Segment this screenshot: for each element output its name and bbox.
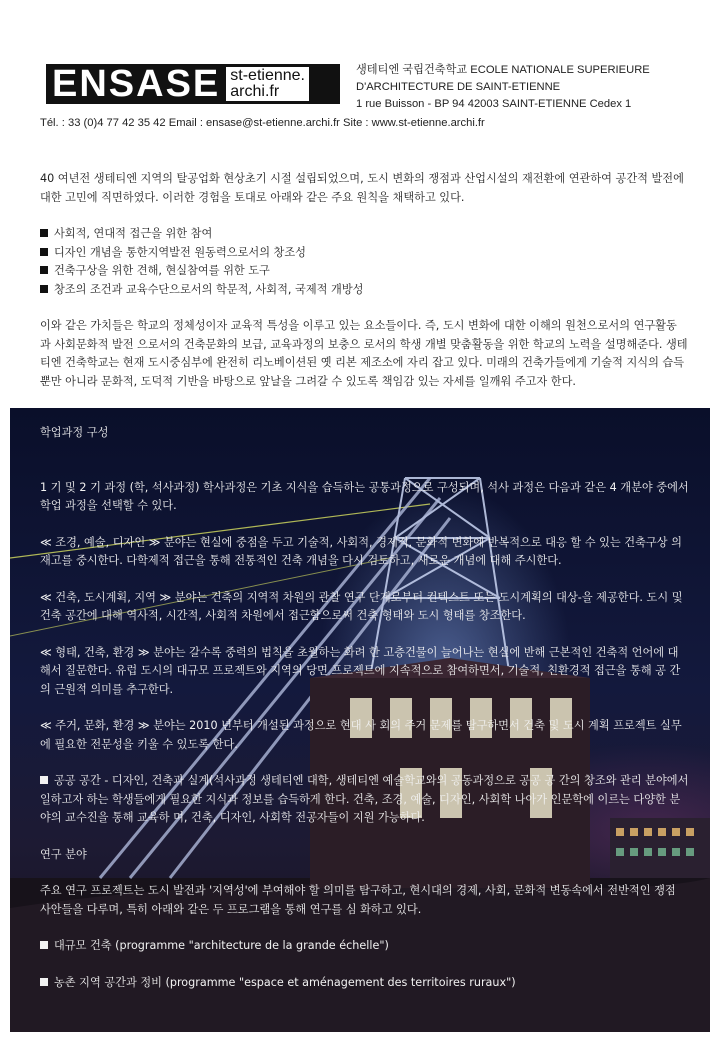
bullet-square-icon: [40, 941, 48, 949]
curriculum-heading: 학업과정 구성: [40, 426, 109, 439]
research-heading: 연구 분야: [40, 847, 87, 861]
bullet-square-icon: [40, 229, 48, 237]
research-description: 주요 연구 프로젝트는 도시 발전과 '지역성'에 부여해야 할 의미를 탐구하고, 현시대의 경제, 사회, 문화적 변동속에서 전반적인 쟁점 사안들을 다루며, 특히 아래와 같은 두 프로그램을 통해 연구를 심 화하고 있다.: [40, 884, 676, 916]
school-info: [356, 62, 650, 113]
research-program-item: 농촌 지역 공간과 정비 (programme "espace et aménagement des territoires ruraux"): [40, 974, 690, 993]
principle-item: 사회적, 연대적 접근을 위한 참여: [40, 225, 690, 244]
principle-item: 창조의 조건과 교육수단으로서의 학문적, 사회적, 국제적 개방성: [40, 281, 690, 300]
night-headframe-photo: [10, 408, 710, 1032]
bullet-square-icon: [40, 978, 48, 986]
curriculum-overlay: [40, 424, 690, 992]
logo-sub-line-2: archi.fr: [230, 83, 280, 100]
public-space-program: 공공 공간 - 디자인, 건축과 실계(석사과정 생테티엔 대학, 생테티엔 예술학교와의 공동과정으로 공공 공 간의 창조와 관리 분야에서 일하고자 하는 학생들에게 필요한 지식과 정보를 습득하게 한다. 건축, 조경, 예술, 디자인, 사회학 나아가 인문학에 이르는 다양한 분야의 교수진을 통해 교육하 며, 건축, 디자인, 사회학 전공자들이 지원 가능하다.: [40, 774, 689, 824]
logo-sub-text: [226, 67, 309, 101]
school-address: 1 rue Buisson - BP 94 42003 SAINT-ETIENNE Cedex 1: [356, 98, 632, 110]
contact-line: Tél. : 33 (0)4 77 42 35 42 Email : ensase@st-etienne.archi.fr Site : www.st-etienne.archi.fr: [40, 117, 485, 129]
ensase-logo: [46, 64, 340, 104]
intro-section: [40, 170, 690, 391]
track-form-architecture-environment: ≪ 형태, 건축, 환경 ≫ 분야는 갈수록 중력의 법칙을 초월하는 화려 한 고층건물이 늘어나는 현실에 반해 근본적인 건축적 언어에 대 해서 질문한다. 유럽 도시의 대규모 프로젝트와 지역의 당면 프로젝트에 지속적으로 참여하면서, 기술적, 친환경적 접근을 통해 공 간의 근원적 의미를 추구한다.: [40, 645, 681, 696]
intro-paragraph-1: 40 여년전 생테티엔 지역의 탈공업화 현상초기 시절 설립되었으며, 도시 변화의 쟁점과 산업시설의 재전환에 연관하여 공간적 발전에 대한 고민에 직면하였다. 이러한 경험을 토대로 아래와 같은 주요 원칙을 채택하고 있다.: [40, 172, 684, 204]
track-housing-culture-environment: ≪ 주거, 문화, 환경 ≫ 분야는 2010 년부터 개설된 과정으로 현대 사 회의 주거 문제를 탐구하면서 건축 및 도시 계획 프로젝트 실무에 필요한 전문성을 키울 수 있도록 한다.: [40, 719, 682, 751]
intro-paragraph-2: 이와 같은 가치들은 학교의 정체성이자 교육적 특성을 이루고 있는 요소들이다. 즉, 도시 변화에 대한 이해의 원천으로서의 연구활동 과 사회문화적 발전 으로서의 건축문화의 보급, 교육과정의 보충으 로서의 학생 개별 맞춤활동을 위한 학교의 노력을 설명해준다. 생테티엔 건축학교는 현재 도시중심부에 완전히 리노베이션된 옛 리본 제조소에 자리 잡고 있다. 미래의 건축가들에게 기술적 지식의 습득뿐만 아니라 문화적, 도덕적 기반을 바탕으로 앞날을 그려갈 수 있도록 책임감 있는 자세를 일깨워 주고자 한다.: [40, 319, 688, 388]
track-architecture-urbanism: ≪ 건축, 도시계획, 지역 ≫ 분야는 건축의 지역적 차원의 관찰 연구 단계로부터 컨텍스트 또는 도시계획의 대상-을 제공한다. 도시 및 건축 공간에 대해 역사적, 시간적, 사회적 차원에서 접근함으로써 건축 형태와 도시 형태를 창조한다.: [40, 590, 683, 622]
curriculum-overview: 1 기 및 2 기 과정 (학, 석사과정) 학사과정은 기초 지식을 습득하는 공통과정으로 구성되며, 석사 과정은 다음과 같은 4 개분야 중에서 학업 과정을 선택할 수 있다.: [40, 480, 689, 512]
logo-sub-line-1: st-etienne.: [230, 67, 305, 84]
bullet-square-icon: [40, 266, 48, 274]
track-landscape-art-design: ≪ 조경, 예술, 디자인 ≫ 분야는 현실에 중점을 두고 기술적, 사회적, 경제적, 문화적 변화에 반복적으로 대응 할 수 있는 건축구상 의 재고를 중시한다. 다학제적 접근을 통해 전통적인 건축 개념을 다시 검토하고, 새로운 개념에 대해 주시한다.: [40, 535, 682, 567]
principle-item: 디자인 개념을 통한지역발전 원동력으로서의 창조성: [40, 244, 690, 263]
research-program-item: 대규모 건축 (programme "architecture de la grande échelle"): [40, 937, 690, 956]
bullet-square-icon: [40, 285, 48, 293]
school-name-line-2: D'ARCHITECTURE DE SAINT-ETIENNE: [356, 81, 561, 93]
school-name-line-1: 생테티엔 국립건축학교 ECOLE NATIONALE SUPERIEURE: [356, 64, 650, 76]
logo-main-text: ENSASE: [52, 63, 221, 105]
principles-list: [40, 225, 690, 299]
bullet-square-icon: [40, 776, 48, 784]
principle-item: 건축구상을 위한 견해, 현실참여를 위한 도구: [40, 262, 690, 281]
bullet-square-icon: [40, 248, 48, 256]
